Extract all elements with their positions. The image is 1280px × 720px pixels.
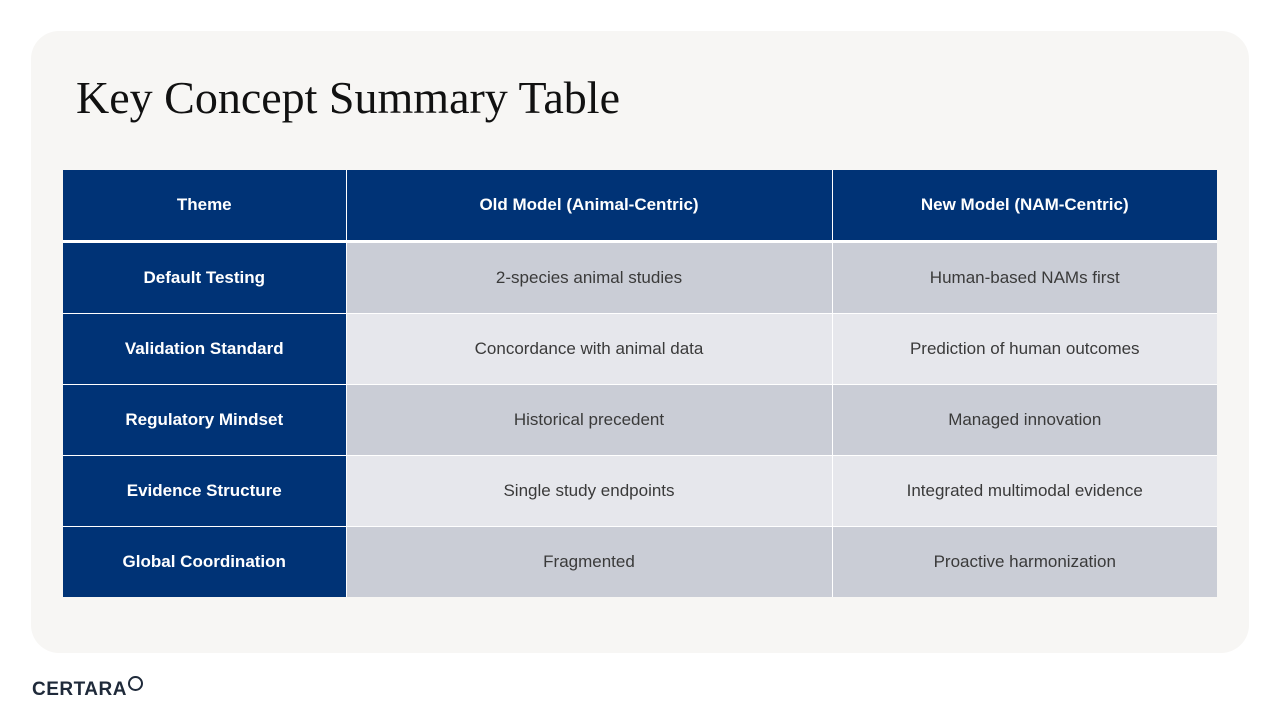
old-model-cell: Single study endpoints xyxy=(346,456,832,527)
table-row xyxy=(63,456,1217,527)
theme-cell: Global Coordination xyxy=(63,527,346,598)
column-header-old-model: Old Model (Animal-Centric) xyxy=(346,170,832,242)
table-row xyxy=(63,242,1217,314)
new-model-cell: Managed innovation xyxy=(832,385,1217,456)
table-header-row xyxy=(63,170,1217,242)
theme-cell: Regulatory Mindset xyxy=(63,385,346,456)
theme-cell: Default Testing xyxy=(63,242,346,314)
new-model-cell: Proactive harmonization xyxy=(832,527,1217,598)
table-row xyxy=(63,314,1217,385)
new-model-cell: Integrated multimodal evidence xyxy=(832,456,1217,527)
slide-title: Key Concept Summary Table xyxy=(76,72,620,123)
column-header-theme: Theme xyxy=(63,170,346,242)
old-model-cell: Concordance with animal data xyxy=(346,314,832,385)
theme-cell: Validation Standard xyxy=(63,314,346,385)
ring-icon xyxy=(128,676,143,691)
new-model-cell: Human-based NAMs first xyxy=(832,242,1217,314)
new-model-cell: Prediction of human outcomes xyxy=(832,314,1217,385)
theme-cell: Evidence Structure xyxy=(63,456,346,527)
old-model-cell: Historical precedent xyxy=(346,385,832,456)
certara-logo xyxy=(32,676,143,704)
old-model-cell: Fragmented xyxy=(346,527,832,598)
table-row xyxy=(63,385,1217,456)
summary-table xyxy=(63,170,1217,597)
old-model-cell: 2-species animal studies xyxy=(346,242,832,314)
column-header-new-model: New Model (NAM-Centric) xyxy=(832,170,1217,242)
logo-text: CERTARA xyxy=(32,679,127,700)
table-row xyxy=(63,527,1217,598)
